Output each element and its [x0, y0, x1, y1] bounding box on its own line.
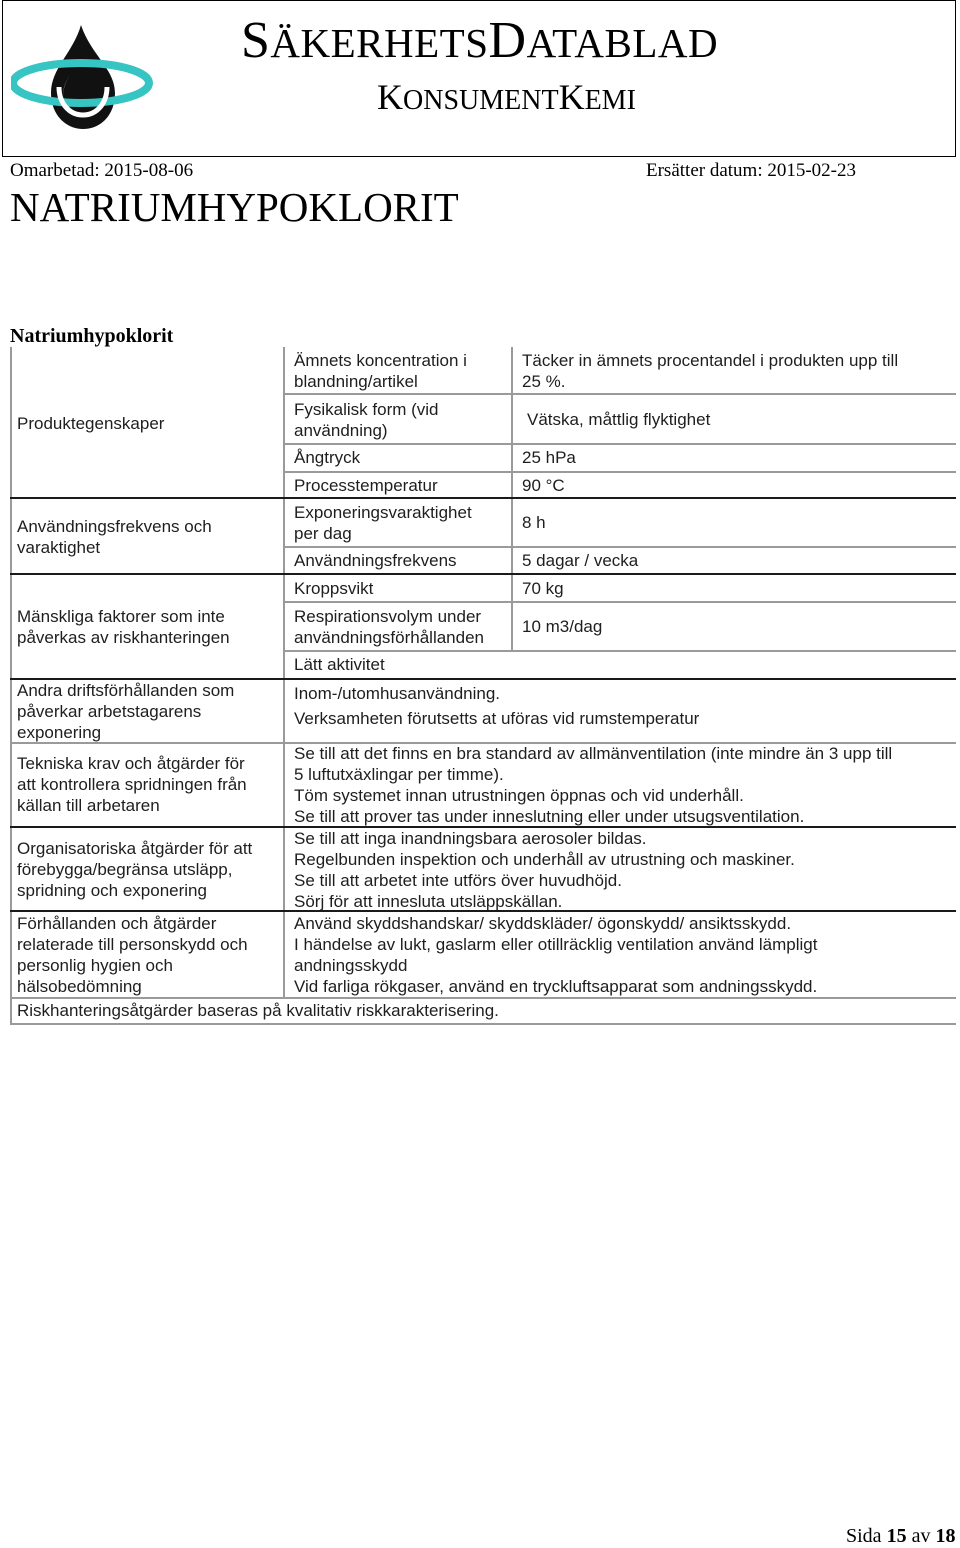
param-value-anvandningsfrekvens: 5 dagar / vecka: [522, 551, 639, 570]
param-label-anvandningsfrekvens: Användningsfrekvens: [294, 551, 457, 570]
grid-line: [283, 471, 956, 473]
category-andra: Andra driftsförhållanden som påverkar arbetstagarens exponering: [17, 681, 235, 742]
replaces-date: Ersätter datum: 2015-02-23: [646, 160, 857, 181]
param-value-fysikalisk-form: Vätska, måttlig flyktighet: [527, 410, 711, 429]
document-subtitle: KONSUMENTKEMI: [377, 77, 636, 117]
category-organisatoriska: Organisatoriska åtgärder för att förebygga/begränsa utsläpp, spridning och exponering: [17, 839, 253, 900]
param-value-angtryck: 25 hPa: [522, 448, 576, 467]
category-frekvens: Användningsfrekvens och varaktighet: [17, 517, 212, 557]
grid-line: [283, 601, 956, 603]
grid-line: [283, 443, 956, 445]
andra-text: Verksamheten förutsetts at uföras vid rumstemperatur: [294, 709, 700, 728]
param-value-respirationsvolym: 10 m3/dag: [522, 617, 603, 636]
param-label-kroppsvikt: Kroppsvikt: [294, 579, 374, 598]
tekniska-text: Se till att det finns en bra standard av allmänventilation (inte mindre än 3 upp till 5 luftutxäxlingar per timme). Töm systemet innan utrustningen öppnas och vid underhåll. Se till att prover tas under inneslutning eller under utsugsventilation.: [294, 744, 893, 826]
param-value-koncentration: Täcker in ämnets procentandel i produkten upp till 25 %.: [522, 351, 899, 391]
category-produkt: Produktegenskaper: [17, 414, 165, 433]
param-value-kroppsvikt: 70 kg: [522, 579, 564, 598]
grid-line: [283, 650, 956, 652]
grid-line: [283, 393, 956, 395]
grid-line: [10, 497, 956, 499]
table-footer-note: Riskhanteringsåtgärder baseras på kvalitativ riskkarakterisering.: [17, 1001, 499, 1020]
substance-name: NATRIUMHYPOKLORIT: [10, 184, 459, 230]
forhallanden-text: Använd skyddshandskar/ skyddskläder/ ögonskydd/ ansiktsskydd. I händelse av lukt, gaslarm eller otillräcklig ventilation använd lämpligt andningsskydd Vid farliga rökgaser, använd en tryckluftsapparat som andningsskydd.: [294, 914, 818, 996]
category-tekniska: Tekniska krav och åtgärder för att kontrollera spridningen från källan till arbetaren: [17, 754, 247, 815]
document-header: [2, 0, 956, 157]
param-label-respirationsvolym: Respirationsvolym under användningsförhållanden: [294, 607, 484, 647]
organisatoriska-text: Se till att inga inandningsbara aerosoler bildas. Regelbunden inspektion och underhåll av utrustning och maskiner. Se till att arbetet inte utförs över huvudhöjd. Sörj för att innesluta utsläppskällan.: [294, 829, 795, 911]
param-label-angtryck: Ångtryck: [294, 448, 361, 467]
document-title: SÄKERHETSDATABLAD: [241, 12, 719, 69]
param-label-fysikalisk-form: Fysikalisk form (vid användning): [294, 400, 439, 440]
param-label-koncentration: Ämnets koncentration i blandning/artikel: [294, 351, 467, 391]
param-label-latt-aktivitet: Lätt aktivitet: [294, 655, 385, 674]
drop-logo-icon: [11, 23, 153, 135]
param-value-exponeringsvaraktighet: 8 h: [522, 513, 546, 532]
param-label-processtemperatur: Processtemperatur: [294, 476, 438, 495]
param-label-exponeringsvaraktighet: Exponeringsvaraktighet per dag: [294, 503, 472, 543]
exposure-scenario-table: [10, 347, 956, 1026]
section-label: Natriumhypoklorit: [10, 325, 174, 347]
category-forhallanden: Förhållanden och åtgärder relaterade till personskydd och personlig hygien och hälsobedömning: [17, 914, 248, 996]
grid-line: [10, 1023, 956, 1025]
grid-line: [10, 573, 956, 575]
table-border-left: [10, 347, 12, 1024]
param-value-processtemperatur: 90 °C: [522, 476, 565, 495]
page-number: Sida 15 av 18: [846, 1525, 956, 1547]
andra-text: Inom-/utomhusanvändning.: [294, 684, 501, 703]
grid-line: [10, 997, 956, 999]
revised-date: Omarbetad: 2015-08-06: [10, 160, 194, 181]
grid-line: [283, 546, 956, 548]
category-manskliga: Mänskliga faktorer som inte påverkas av riskhanteringen: [17, 607, 230, 647]
